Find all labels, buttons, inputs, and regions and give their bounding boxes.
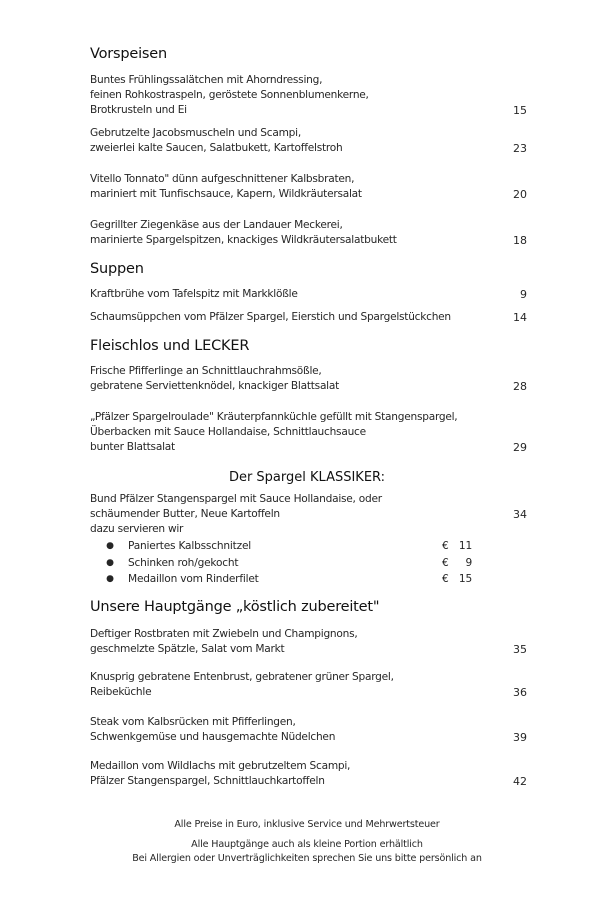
item-price: 29: [513, 441, 527, 454]
option-currency: €: [442, 556, 449, 569]
list-item: [104, 538, 484, 555]
item-description: Deftiger Rostbraten mit Zwiebeln und Champignons,: [90, 628, 358, 640]
item-description: Bund Pfälzer Stangenspargel mit Sauce Hollandaise, oder: [90, 493, 382, 505]
option-price: 15: [458, 573, 472, 585]
item-price: 34: [513, 508, 527, 521]
bullet-icon: ●: [106, 541, 114, 551]
item-price: 14: [513, 311, 527, 324]
menu-item: [90, 492, 530, 522]
serve-label-row: [90, 522, 530, 537]
item-description: Schaumsüppchen vom Pfälzer Spargel, Eierstich und Spargelstückchen: [90, 311, 451, 323]
menu-item: [90, 218, 530, 248]
bullet-icon: ●: [106, 574, 114, 584]
section-title-fleischlos: Fleischlos und LECKER: [90, 338, 250, 354]
item-description: Brotkrusteln und Ei: [90, 104, 187, 116]
footer-allergy-note: Bei Allergien oder Unverträglichkeiten sprechen Sie uns bitte persönlich an: [132, 853, 482, 864]
item-description: Überbacken mit Sauce Hollandaise, Schnittlauchsauce: [90, 426, 366, 438]
item-description: feinen Rohkostraspeln, geröstete Sonnenblumenkerne,: [90, 89, 369, 101]
menu-item: [90, 670, 530, 700]
option-currency: €: [442, 540, 449, 552]
item-description: Schwenkgemüse und hausgemachte Nüdelchen: [90, 731, 336, 743]
section-title-suppen: Suppen: [90, 261, 144, 277]
side-options-list: [104, 538, 484, 588]
bullet-icon: ●: [106, 557, 114, 568]
item-description: Gebrutzelte Jacobsmuscheln und Scampi,: [90, 127, 301, 139]
item-price: 9: [520, 288, 527, 301]
item-description: geschmelzte Spätzle, Salat vom Markt: [90, 643, 285, 655]
item-description: Reibeküchle: [90, 686, 152, 698]
menu-item: [90, 310, 530, 325]
list-item: [104, 555, 484, 572]
item-price: 28: [513, 380, 527, 393]
item-price: 39: [513, 731, 527, 744]
menu-item: [90, 759, 530, 789]
item-description: gebratene Serviettenknödel, knackiger Blattsalat: [90, 380, 340, 392]
item-description: Steak vom Kalbsrücken mit Pfifferlingen,: [90, 716, 296, 728]
footer-portion-note: Alle Hauptgänge auch als kleine Portion erhältlich: [191, 839, 423, 850]
serve-label: dazu servieren wir: [90, 523, 184, 535]
menu-item: [90, 410, 530, 455]
option-name: Paniertes Kalbsschnitzel: [128, 540, 252, 552]
menu-item: [90, 172, 530, 202]
option-name: Schinken roh/gekocht: [128, 556, 239, 569]
item-description: Vitello Tonnato" dünn aufgeschnittener Kalbsbraten,: [90, 173, 355, 185]
item-description: Kraftbrühe vom Tafelspitz mit Markklößle: [90, 288, 298, 300]
item-description: zweierlei kalte Saucen, Salatbukett, Kartoffelstroh: [90, 142, 343, 154]
item-price: 36: [513, 686, 527, 699]
item-description: marinierte Spargelspitzen, knackiges Wildkräutersalatbukett: [90, 234, 397, 246]
footer-prices-note: Alle Preise in Euro, inklusive Service und Mehrwertsteuer: [174, 819, 440, 830]
menu-item: [90, 364, 530, 394]
item-price: 23: [513, 142, 527, 155]
item-description: mariniert mit Tunfischsauce, Kapern, Wildkräutersalat: [90, 188, 362, 200]
item-description: Medaillon vom Wildlachs mit gebrutzeltem Scampi,: [90, 760, 351, 772]
menu-item: [90, 627, 530, 657]
section-title-klassiker: Der Spargel KLASSIKER:: [228, 470, 386, 485]
item-description: Knusprig gebratene Entenbrust, gebratener grüner Spargel,: [90, 671, 394, 683]
list-item: [104, 571, 484, 588]
item-description: Frische Pfifferlinge an Schnittlauchrahmsößle,: [90, 365, 322, 377]
item-price: 20: [513, 188, 527, 201]
menu-item: [90, 126, 530, 156]
item-price: 35: [513, 643, 527, 656]
menu-item: [90, 73, 530, 118]
item-price: 15: [513, 104, 527, 117]
menu-item: [90, 287, 530, 302]
item-price: 18: [513, 234, 527, 247]
option-currency: €: [442, 573, 449, 585]
option-price: 9: [465, 556, 472, 569]
item-description: Gegrillter Ziegenkäse aus der Landauer Meckerei,: [90, 219, 343, 231]
item-price: 42: [513, 775, 527, 788]
item-description: schäumender Butter, Neue Kartoffeln: [90, 508, 280, 520]
section-title-vorspeisen: Vorspeisen: [90, 46, 167, 62]
option-price: 11: [458, 540, 472, 552]
item-description: Buntes Frühlingssalätchen mit Ahorndressing,: [90, 74, 323, 86]
option-name: Medaillon vom Rinderfilet: [128, 573, 259, 585]
section-title-hauptgaenge: Unsere Hauptgänge „köstlich zubereitet": [90, 599, 380, 615]
menu-item: [90, 715, 530, 745]
item-description: Pfälzer Stangenspargel, Schnittlauchkartoffeln: [90, 775, 325, 787]
item-description: „Pfälzer Spargelroulade" Kräuterpfannküchle gefüllt mit Stangenspargel,: [90, 411, 458, 423]
item-description: bunter Blattsalat: [90, 441, 175, 453]
